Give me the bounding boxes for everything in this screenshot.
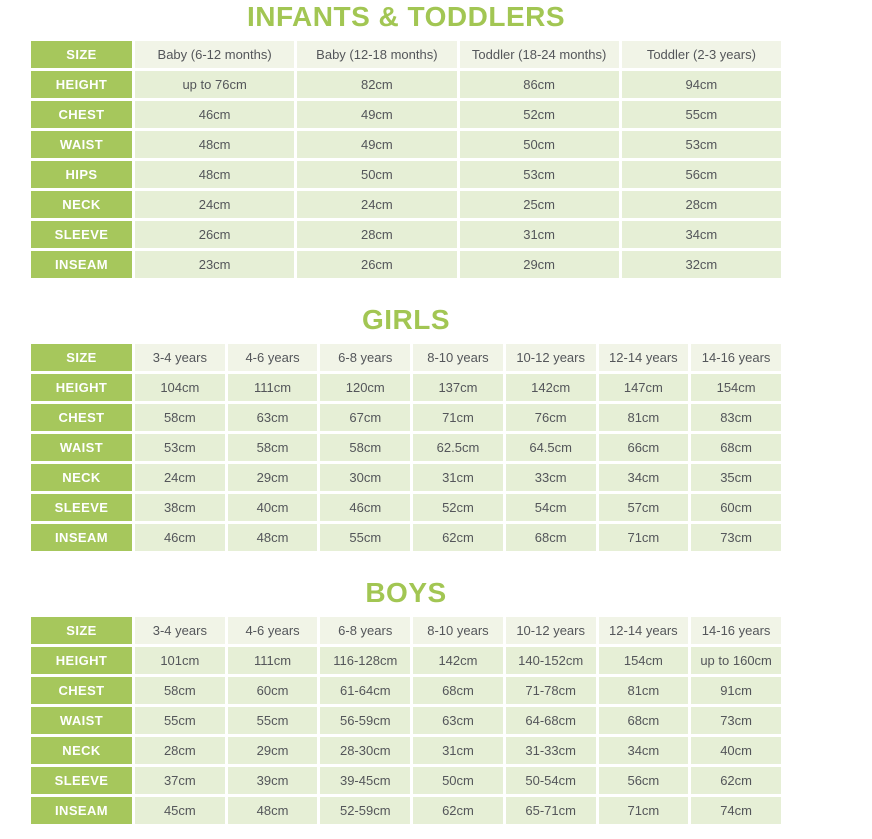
measurement-value-cell: 71cm [599,797,689,824]
measurement-value-cell: 56cm [622,161,781,188]
measurement-value-cell: 29cm [228,464,318,491]
measurement-value-cell: 34cm [599,737,689,764]
measurement-value-cell: 58cm [135,404,225,431]
measurement-value-cell: 137cm [413,374,503,401]
measurement-value-cell: 142cm [506,374,596,401]
measurement-value-cell: up to 160cm [691,647,781,674]
measurement-row-label: INSEAM [31,524,132,551]
measurement-row-neck [31,464,781,491]
measurement-row-waist [31,131,781,158]
measurement-row-label: CHEST [31,404,132,431]
measurement-value-cell: 54cm [506,494,596,521]
size-header-row [31,344,781,371]
measurement-row-chest [31,677,781,704]
measurement-value-cell: 81cm [599,404,689,431]
measurement-value-cell: 58cm [228,434,318,461]
measurement-value-cell: 48cm [135,131,294,158]
measurement-value-cell: 154cm [691,374,781,401]
measurement-value-cell: 40cm [228,494,318,521]
measurement-row-label: WAIST [31,707,132,734]
measurement-value-cell: 63cm [413,707,503,734]
section-title-boys: BOYS [365,577,447,608]
measurement-row-label: CHEST [31,101,132,128]
measurement-value-cell: 50-54cm [506,767,596,794]
column-header-cell: Toddler (18-24 months) [460,41,619,68]
measurement-value-cell: 53cm [622,131,781,158]
measurement-value-cell: 60cm [228,677,318,704]
section-title-girls: GIRLS [361,304,451,335]
measurement-value-cell: 154cm [599,647,689,674]
column-header-cell: 8-10 years [413,344,503,371]
measurement-row-label: CHEST [31,677,132,704]
measurement-row-label: NECK [31,191,132,218]
measurement-row-waist [31,434,781,461]
measurement-value-cell: 33cm [506,464,596,491]
column-header-cell: Baby (12-18 months) [297,41,456,68]
measurement-value-cell: 101cm [135,647,225,674]
measurement-value-cell: 24cm [135,464,225,491]
measurement-value-cell: 31-33cm [506,737,596,764]
boys-size-table [28,614,784,827]
measurement-value-cell: 68cm [506,524,596,551]
column-header-cell: 12-14 years [599,617,689,644]
measurement-value-cell: 60cm [691,494,781,521]
measurement-row-label: INSEAM [31,251,132,278]
measurement-value-cell: 94cm [622,71,781,98]
measurement-value-cell: 38cm [135,494,225,521]
measurement-row-inseam [31,524,781,551]
measurement-value-cell: 67cm [320,404,410,431]
measurement-value-cell: 58cm [320,434,410,461]
measurement-value-cell: 53cm [135,434,225,461]
measurement-value-cell: 142cm [413,647,503,674]
measurement-value-cell: 76cm [506,404,596,431]
measurement-value-cell: 23cm [135,251,294,278]
measurement-value-cell: 31cm [413,737,503,764]
measurement-value-cell: 68cm [691,434,781,461]
measurement-value-cell: 74cm [691,797,781,824]
measurement-row-label: SLEEVE [31,221,132,248]
column-header-cell: 4-6 years [228,344,318,371]
measurement-value-cell: 62.5cm [413,434,503,461]
measurement-row-neck [31,191,781,218]
measurement-value-cell: 73cm [691,524,781,551]
column-header-cell: 12-14 years [599,344,689,371]
column-header-cell: 3-4 years [135,344,225,371]
measurement-value-cell: 49cm [297,101,456,128]
measurement-value-cell: 120cm [320,374,410,401]
measurement-value-cell: 55cm [135,707,225,734]
size-row-label: SIZE [31,41,132,68]
measurement-value-cell: 55cm [228,707,318,734]
measurement-value-cell: 58cm [135,677,225,704]
measurement-value-cell: 39-45cm [320,767,410,794]
column-header-cell: 3-4 years [135,617,225,644]
measurement-row-inseam [31,797,781,824]
section-boys [0,578,872,827]
size-row-label: SIZE [31,344,132,371]
measurement-value-cell: 147cm [599,374,689,401]
measurement-value-cell: 31cm [413,464,503,491]
measurement-row-label: SLEEVE [31,494,132,521]
measurement-value-cell: 50cm [460,131,619,158]
measurement-value-cell: 37cm [135,767,225,794]
measurement-row-label: HEIGHT [31,374,132,401]
measurement-row-label: HIPS [31,161,132,188]
measurement-row-label: HEIGHT [31,71,132,98]
measurement-row-chest [31,101,781,128]
measurement-value-cell: 53cm [460,161,619,188]
measurement-value-cell: 64.5cm [506,434,596,461]
measurement-value-cell: 29cm [460,251,619,278]
section-girls [0,305,872,554]
section-infants-toddlers [0,2,872,281]
measurement-value-cell: 52cm [413,494,503,521]
measurement-value-cell: 40cm [691,737,781,764]
measurement-value-cell: 46cm [135,101,294,128]
measurement-value-cell: 28-30cm [320,737,410,764]
measurement-value-cell: 24cm [135,191,294,218]
measurement-value-cell: 46cm [135,524,225,551]
size-header-row [31,617,781,644]
column-header-cell: 8-10 years [413,617,503,644]
measurement-value-cell: 111cm [228,374,318,401]
measurement-value-cell: 68cm [413,677,503,704]
measurement-value-cell: 50cm [413,767,503,794]
measurement-value-cell: 28cm [135,737,225,764]
measurement-value-cell: 55cm [622,101,781,128]
measurement-row-sleeve [31,494,781,521]
column-header-cell: 4-6 years [228,617,318,644]
measurement-value-cell: 82cm [297,71,456,98]
measurement-value-cell: 34cm [599,464,689,491]
measurement-value-cell: 56-59cm [320,707,410,734]
measurement-value-cell: 61-64cm [320,677,410,704]
column-header-cell: 10-12 years [506,617,596,644]
measurement-value-cell: 35cm [691,464,781,491]
measurement-row-label: INSEAM [31,797,132,824]
measurement-row-sleeve [31,221,781,248]
measurement-row-label: HEIGHT [31,647,132,674]
measurement-row-height [31,647,781,674]
measurement-value-cell: 52-59cm [320,797,410,824]
measurement-value-cell: 50cm [297,161,456,188]
measurement-value-cell: 48cm [228,524,318,551]
column-header-cell: 6-8 years [320,344,410,371]
size-row-label: SIZE [31,617,132,644]
measurement-row-label: NECK [31,464,132,491]
measurement-value-cell: 28cm [297,221,456,248]
measurement-value-cell: 46cm [320,494,410,521]
measurement-value-cell: 39cm [228,767,318,794]
measurement-value-cell: 57cm [599,494,689,521]
measurement-value-cell: 71cm [413,404,503,431]
measurement-value-cell: 30cm [320,464,410,491]
measurement-row-label: WAIST [31,434,132,461]
measurement-value-cell: 83cm [691,404,781,431]
measurement-value-cell: 73cm [691,707,781,734]
measurement-value-cell: 64-68cm [506,707,596,734]
measurement-value-cell: 62cm [413,524,503,551]
measurement-row-chest [31,404,781,431]
measurement-value-cell: 48cm [228,797,318,824]
measurement-value-cell: 26cm [297,251,456,278]
measurement-value-cell: 52cm [460,101,619,128]
column-header-cell: 6-8 years [320,617,410,644]
measurement-value-cell: 111cm [228,647,318,674]
column-header-cell: 14-16 years [691,617,781,644]
measurement-value-cell: 65-71cm [506,797,596,824]
measurement-row-label: NECK [31,737,132,764]
measurement-value-cell: 24cm [297,191,456,218]
measurement-value-cell: 62cm [691,767,781,794]
measurement-row-height [31,374,781,401]
measurement-value-cell: 68cm [599,707,689,734]
column-header-cell: Toddler (2-3 years) [622,41,781,68]
measurement-row-height [31,71,781,98]
column-header-cell: 10-12 years [506,344,596,371]
infants-toddlers-size-table [28,38,784,281]
measurement-value-cell: 56cm [599,767,689,794]
measurement-value-cell: 62cm [413,797,503,824]
measurement-value-cell: 34cm [622,221,781,248]
measurement-value-cell: 140-152cm [506,647,596,674]
measurement-row-sleeve [31,767,781,794]
measurement-value-cell: 26cm [135,221,294,248]
column-header-cell: Baby (6-12 months) [135,41,294,68]
measurement-row-label: WAIST [31,131,132,158]
measurement-value-cell: 71-78cm [506,677,596,704]
measurement-value-cell: 48cm [135,161,294,188]
measurement-value-cell: 71cm [599,524,689,551]
measurement-value-cell: 49cm [297,131,456,158]
measurement-row-waist [31,707,781,734]
measurement-row-inseam [31,251,781,278]
measurement-value-cell: 45cm [135,797,225,824]
column-header-cell: 14-16 years [691,344,781,371]
measurement-value-cell: 31cm [460,221,619,248]
measurement-value-cell: 28cm [622,191,781,218]
measurement-value-cell: 25cm [460,191,619,218]
measurement-value-cell: 104cm [135,374,225,401]
measurement-value-cell: up to 76cm [135,71,294,98]
measurement-value-cell: 81cm [599,677,689,704]
measurement-value-cell: 32cm [622,251,781,278]
girls-size-table [28,341,784,554]
measurement-value-cell: 86cm [460,71,619,98]
measurement-row-neck [31,737,781,764]
size-header-row [31,41,781,68]
measurement-value-cell: 29cm [228,737,318,764]
measurement-row-hips [31,161,781,188]
measurement-value-cell: 66cm [599,434,689,461]
measurement-row-label: SLEEVE [31,767,132,794]
measurement-value-cell: 116-128cm [320,647,410,674]
measurement-value-cell: 55cm [320,524,410,551]
measurement-value-cell: 63cm [228,404,318,431]
measurement-value-cell: 91cm [691,677,781,704]
section-title-infants-toddlers: INFANTS & TODDLERS [246,1,566,32]
